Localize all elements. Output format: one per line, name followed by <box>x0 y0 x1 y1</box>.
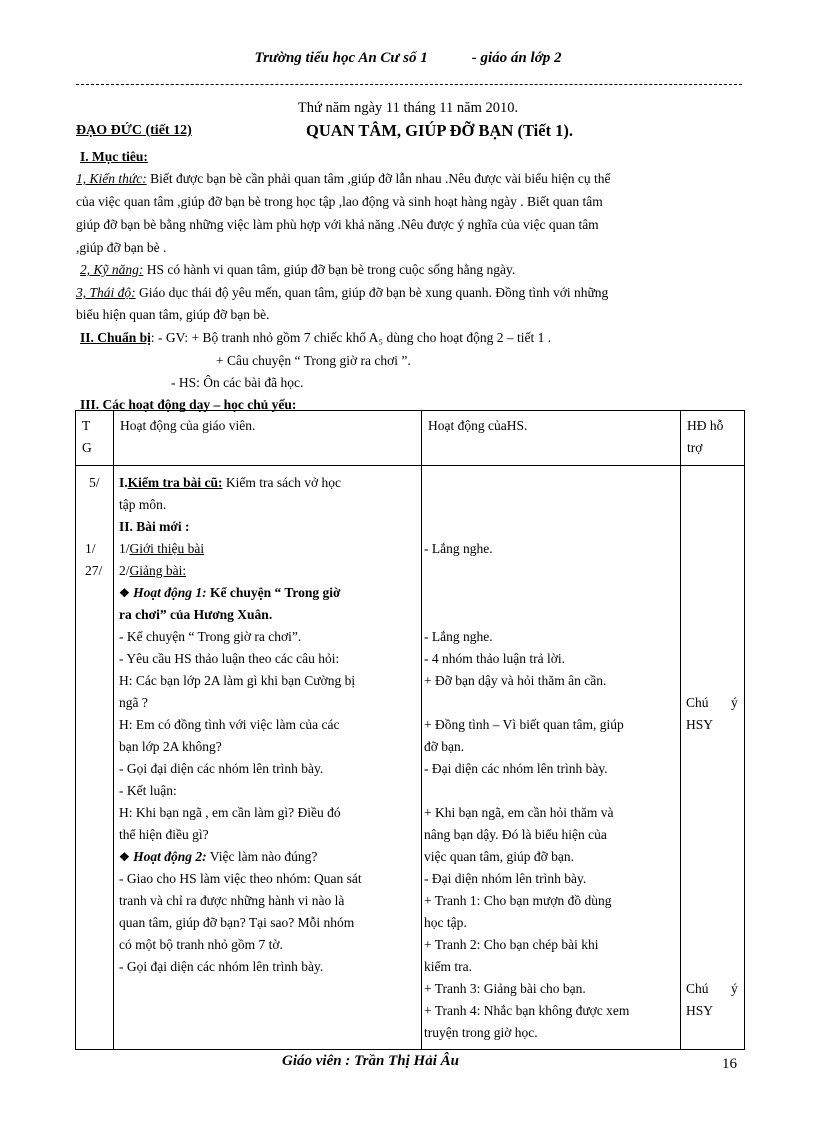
page-header <box>0 50 816 67</box>
gv-line: II. Bài mới : <box>119 519 190 534</box>
hd-note: HSY <box>686 1003 714 1018</box>
knowledge-line-4: ,giúp đỡ bạn bè . <box>76 240 167 255</box>
header-tg: T G <box>76 411 114 466</box>
tg-value: 27/ <box>85 563 103 578</box>
school-name: Trường tiểu học An Cư số 1 <box>254 50 428 66</box>
table-header-row <box>76 411 745 466</box>
skills-label: 2, Kỹ năng: <box>80 262 144 277</box>
gv-line: ❖ Hoạt động 1: Kể chuyện “ Trong giờ <box>119 585 341 600</box>
hs-line: - Đại diện các nhóm lên trình bày. <box>424 761 608 776</box>
section-objectives-heading: I. Mục tiêu: <box>80 149 148 164</box>
hs-line: truyện trong giờ học. <box>424 1025 538 1040</box>
subject-label: ĐẠO ĐỨC (tiết 12) <box>76 123 192 138</box>
header-divider <box>76 84 742 85</box>
hs-line: + Tranh 3: Giảng bài cho bạn. <box>424 981 586 996</box>
gv-line: có một bộ tranh nhỏ gồm 7 tờ. <box>119 937 283 952</box>
hd-note: Chú <box>686 981 709 996</box>
hs-line: + Tranh 2: Cho bạn chép bài khi <box>424 937 599 952</box>
hs-cell <box>422 466 681 1050</box>
hs-line: + Đỡ bạn dậy và hỏi thăm ân cần. <box>424 673 607 688</box>
header-gv: Hoạt động của giáo viên. <box>114 411 422 466</box>
gv-line: H: Khi bạn ngã , em cần làm gì? Điều đó <box>119 805 341 820</box>
hd-note: ý <box>731 981 738 996</box>
gv-line: bạn lớp 2A không? <box>119 739 222 754</box>
gv-line: - Yêu cầu HS thảo luận theo các câu hỏi: <box>119 651 340 666</box>
diamond-bullet-icon: ❖ <box>119 586 130 600</box>
gv-cell <box>114 466 422 1050</box>
gv-label: Kiểm tra bài cũ: <box>127 475 223 490</box>
preparation-line-2: + Câu chuyện “ Trong giờ ra chơi ”. <box>216 353 411 368</box>
preparation-line-1 <box>80 327 740 349</box>
header-hd: HĐ hỗ trợ <box>681 411 745 466</box>
hs-line: + Tranh 4: Nhắc bạn không được xem <box>424 1003 630 1018</box>
hs-line: kiểm tra. <box>424 959 472 974</box>
grade-label: - giáo án lớp 2 <box>471 50 562 66</box>
knowledge-label: 1, Kiến thức: <box>76 171 147 186</box>
hs-line: đỡ bạn. <box>424 739 465 754</box>
knowledge-line-3: giúp đỡ bạn bè bằng những việc làm phù hợp với khả năng .Nêu được ý nghĩa của việc quan tâm <box>76 217 599 232</box>
preparation-heading: II. Chuẩn bị <box>80 330 151 345</box>
gv-line: tranh và chỉ ra được những hành vi nào là <box>119 893 345 908</box>
gv-line: ra chơi” của Hương Xuân. <box>119 607 273 622</box>
skills-line <box>80 259 740 281</box>
attitude-line-2: biểu hiện quan tâm, giúp đỡ bạn bè. <box>76 307 270 322</box>
attitude-line-1 <box>76 282 736 304</box>
hd-note: HSY <box>686 717 714 732</box>
gv-line: ❖ Hoạt động 2: Việc làm nào đúng? <box>119 849 318 864</box>
page-number: 16 <box>722 1056 737 1072</box>
hd-note: Chú <box>686 695 709 710</box>
knowledge-line-2: của việc quan tâm ,giúp đỡ bạn bè trong học tập ,lao động và sinh hoạt hàng ngày . Biết quan tâm <box>76 194 603 209</box>
hs-line: + Tranh 1: Cho bạn mượn đồ dùng <box>424 893 612 908</box>
hs-line: - 4 nhóm thảo luận trả lời. <box>424 651 565 666</box>
skills-text: HS có hành vi quan tâm, giúp đỡ bạn bè trong cuộc sống hằng ngày. <box>143 262 516 277</box>
diamond-bullet-icon: ❖ <box>119 850 130 864</box>
tg-value: 5/ <box>89 475 100 490</box>
gv-line: - Kết luận: <box>119 783 177 798</box>
gv-line: H: Các bạn lớp 2A làm gì khi bạn Cường bị <box>119 673 356 688</box>
header-hs: Hoạt động củaHS. <box>422 411 681 466</box>
table-body-row <box>76 466 745 1050</box>
gv-line: 2/Giảng bài: <box>119 563 187 578</box>
hd-cell <box>681 466 745 1050</box>
preparation-hs: - HS: Ôn các bài đã học. <box>171 375 304 390</box>
gv-line: H: Em có đồng tình với việc làm của các <box>119 717 340 732</box>
gv-line: thể hiện điều gì? <box>119 827 209 842</box>
gv-line: I.Kiểm tra bài cũ: Kiểm tra sách vở học <box>119 475 341 490</box>
hs-line: - Lắng nghe. <box>424 541 493 556</box>
gv-line: - Giao cho HS làm việc theo nhóm: Quan sát <box>119 871 362 886</box>
hs-line: + Khi bạn ngã, em cần hỏi thăm và <box>424 805 614 820</box>
hs-line: việc quan tâm, giúp đỡ bạn. <box>424 849 574 864</box>
lesson-date: Thứ năm ngày 11 tháng 11 năm 2010. <box>297 100 519 116</box>
knowledge-text: Biết được bạn bè cần phải quan tâm ,giúp đỡ lẫn nhau .Nêu được vài biểu hiện cụ thể <box>146 171 611 186</box>
hs-line: + Đồng tình – Vì biết quan tâm, giúp <box>424 717 624 732</box>
gv-line: quan tâm, giúp đỡ bạn? Tại sao? Mỗi nhóm <box>119 915 355 930</box>
gv-line: 1/Giới thiệu bài <box>119 541 205 556</box>
activities-heading: III. Các hoạt động dạy – học chủ yếu: <box>80 397 297 412</box>
hs-line: - Lắng nghe. <box>424 629 493 644</box>
gv-line: tập môn. <box>119 497 167 512</box>
attitude-text: Giáo dục thái độ yêu mến, quan tâm, giúp đỡ bạn bè xung quanh. Đồng tình với những <box>135 285 609 300</box>
hs-line: nâng bạn dậy. Đó là biểu hiện của <box>424 827 607 842</box>
tg-value: 1/ <box>85 541 96 556</box>
lesson-title: QUAN TÂM, GIÚP ĐỠ BẠN (Tiết 1). <box>306 121 574 140</box>
hs-line: học tập. <box>424 915 467 930</box>
preparation-gv: : - GV: + Bộ tranh nhỏ gồm 7 chiếc khổ A₅ dùng cho hoạt động 2 – tiết 1 . <box>150 330 552 345</box>
attitude-label: 3, Thái độ: <box>76 285 136 300</box>
hs-line: - Đại diện nhóm lên trình bày. <box>424 871 587 886</box>
hd-note: ý <box>731 695 738 710</box>
activities-table <box>75 410 745 1050</box>
knowledge-line-1 <box>76 168 736 190</box>
teacher-name: Giáo viên : Trần Thị Hải Âu <box>282 1053 459 1069</box>
gv-line: ngã ? <box>119 695 148 710</box>
tg-cell <box>76 466 114 1050</box>
gv-line: - Gọi đại diện các nhóm lên trình bày. <box>119 761 324 776</box>
gv-line: - Kể chuyện “ Trong giờ ra chơi”. <box>119 629 302 644</box>
gv-line: - Gọi đại diện các nhóm lên trình bày. <box>119 959 324 974</box>
